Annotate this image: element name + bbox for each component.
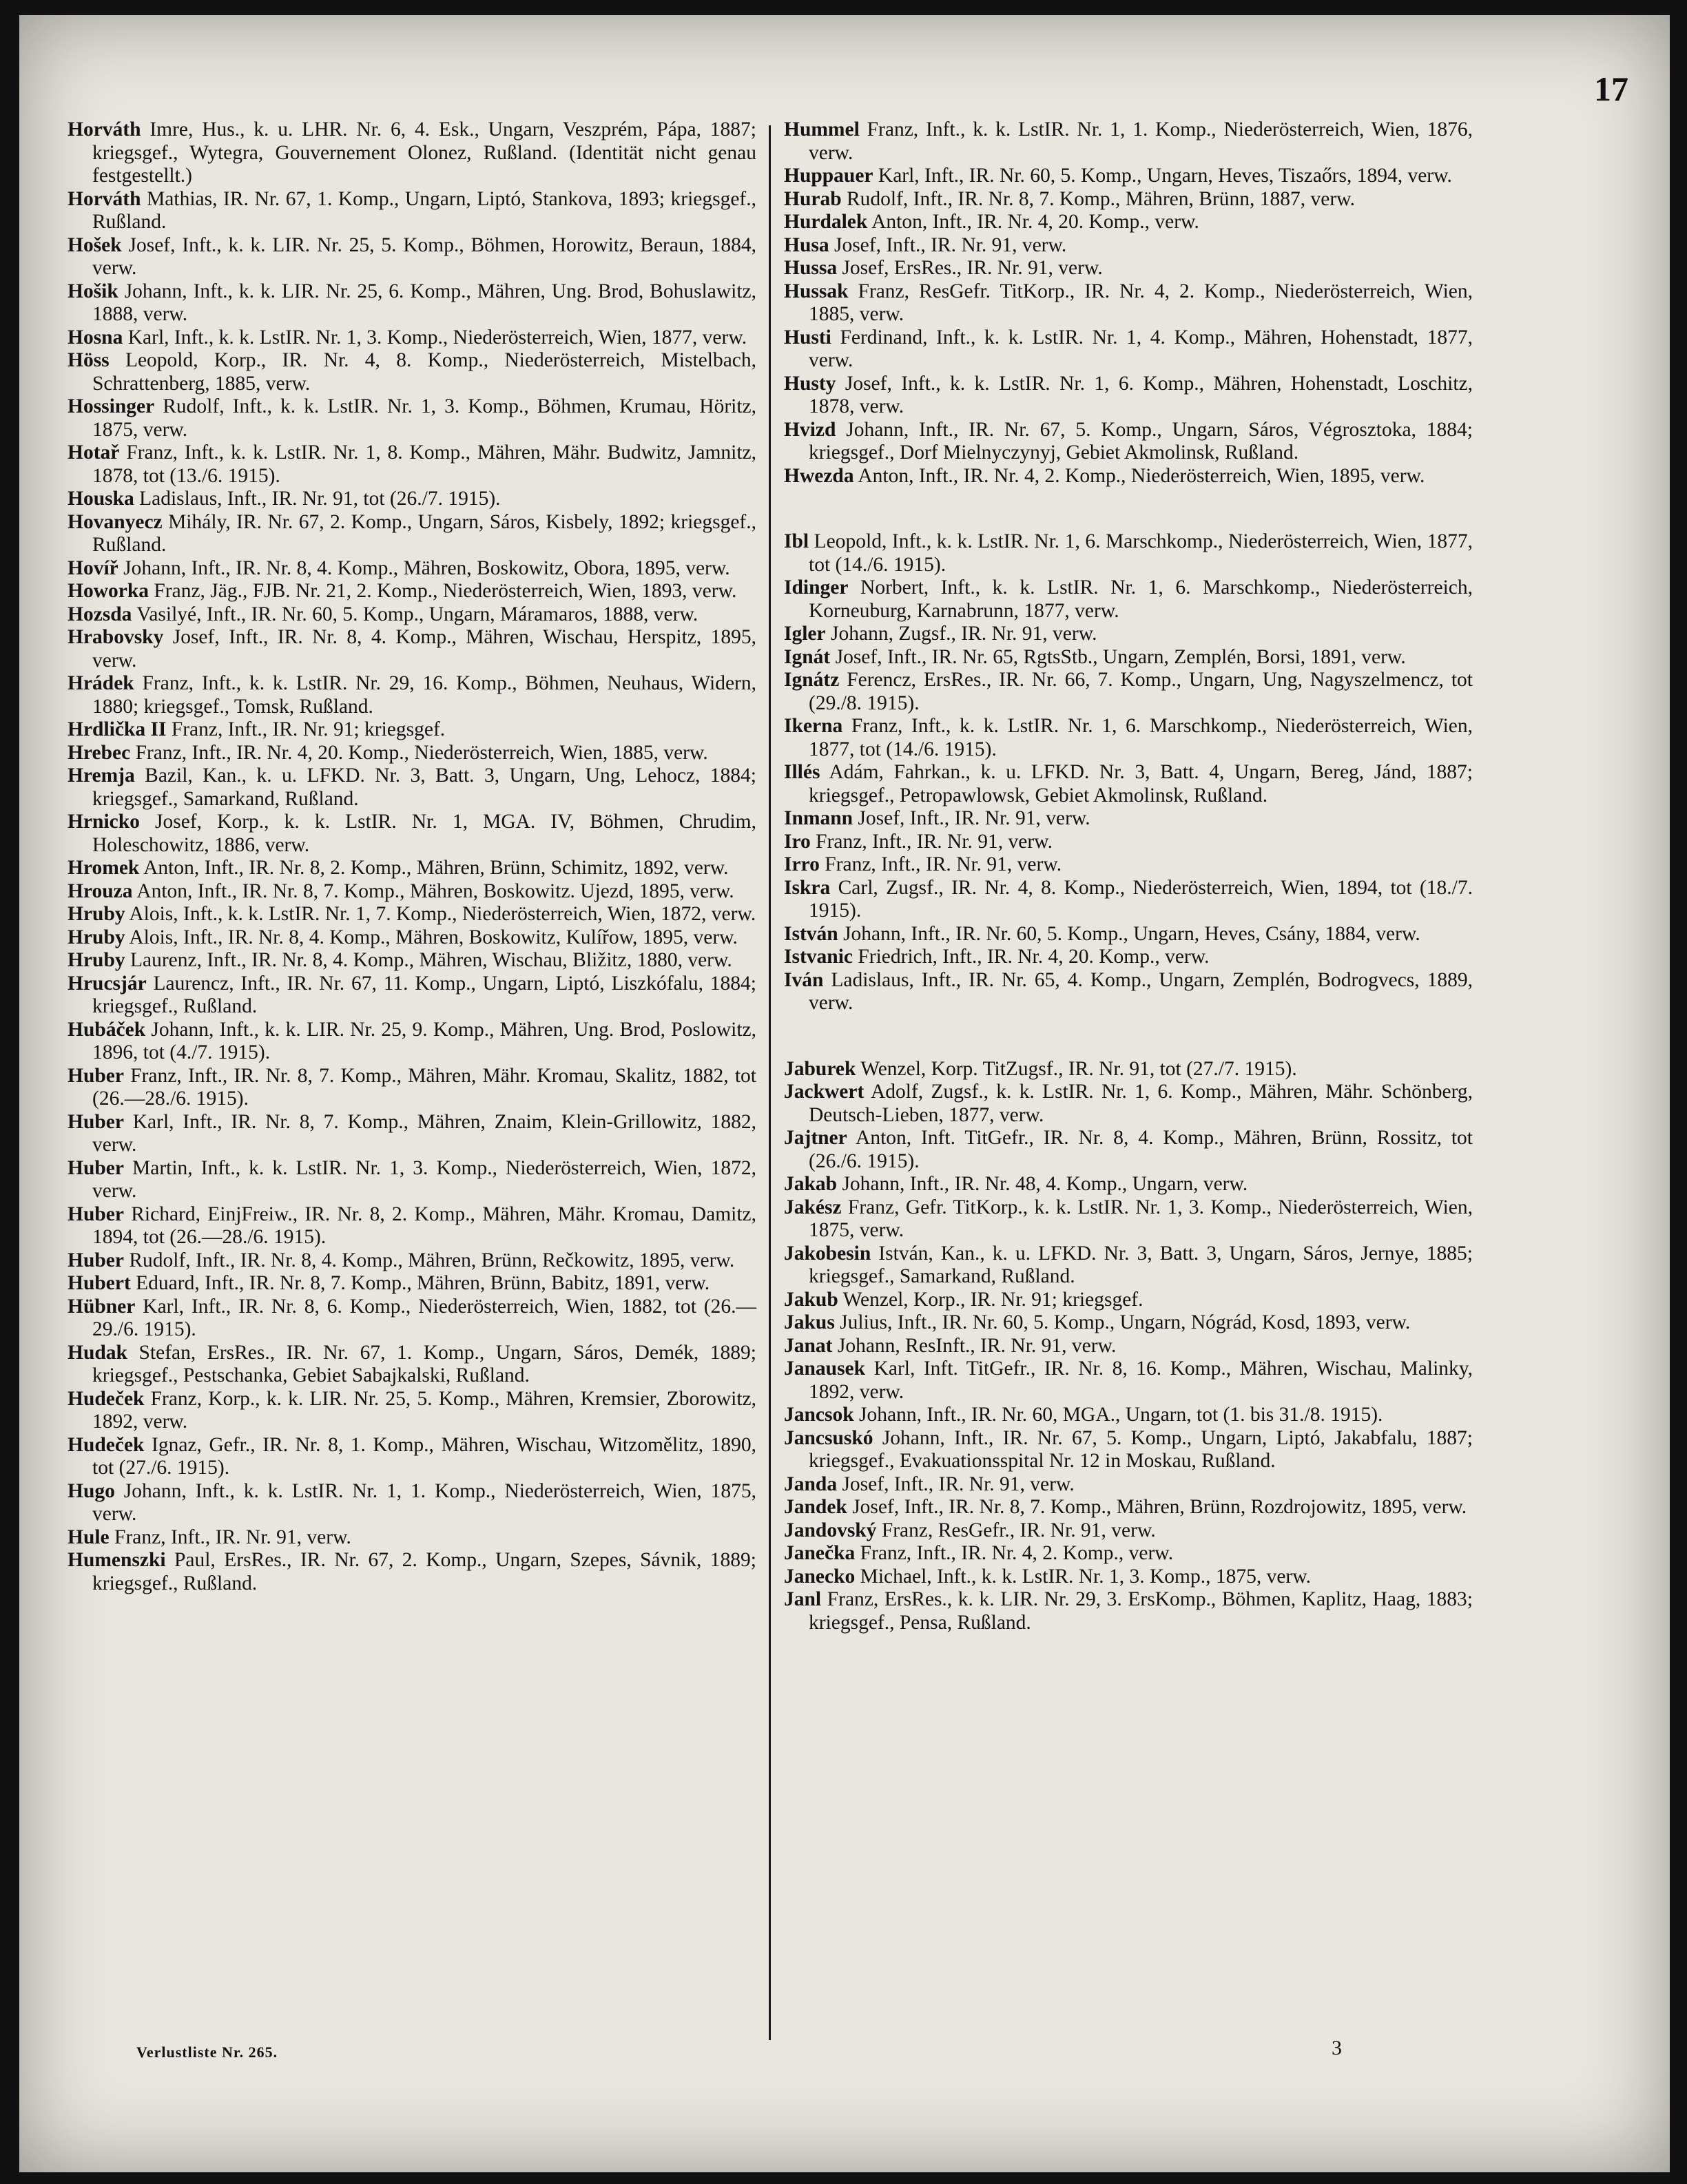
casualty-entry (784, 211, 1473, 234)
casualty-entry (784, 761, 1473, 807)
entry-details: Adolf, Zugsf., k. k. LstIR. Nr. 1, 6. Komp., Mähren, Mähr. Schönberg, Deutsch-Lieben, 1877, verw. (809, 1081, 1473, 1126)
entry-details: Eduard, Inft., IR. Nr. 8, 7. Komp., Mähren, Brünn, Babitz, 1891, verw. (136, 1272, 710, 1294)
casualty-entry (68, 580, 756, 603)
casualty-entry (68, 1019, 756, 1065)
entry-details: Franz, Inft., IR. Nr. 8, 7. Komp., Mähren, Mähr. Kromau, Skalitz, 1882, tot (26.—28./6. 1915). (92, 1064, 756, 1110)
entry-details: Franz, ResGefr., IR. Nr. 91, verw. (881, 1519, 1156, 1541)
casualty-entry (784, 969, 1473, 1015)
casualty-entry (68, 742, 756, 765)
entry-surname: Janecko (784, 1565, 856, 1588)
entry-details: Franz, Inft., k. k. LstIR. Nr. 1, 6. Marschkomp., Niederösterreich, Wien, 1877, tot (14./6. 1915). (809, 715, 1473, 760)
casualty-entry (68, 857, 756, 880)
entry-details: Johann, ResInft., IR. Nr. 91, verw. (837, 1334, 1117, 1357)
entry-details: Mathias, IR. Nr. 67, 1. Komp., Ungarn, Liptó, Stankova, 1893; kriegsgef., Rußland. (92, 187, 757, 233)
entry-details: Johann, Inft., IR. Nr. 8, 4. Komp., Mähren, Boskowitz, Obora, 1895, verw. (123, 557, 730, 579)
entry-surname: Jakész (784, 1196, 842, 1218)
entry-details: Josef, Inft., IR. Nr. 8, 4. Komp., Mähren, Wischau, Herspitz, 1895, verw. (92, 626, 756, 672)
entry-surname: Hrádek (68, 672, 134, 694)
entry-surname: Jancsok (784, 1404, 854, 1426)
casualty-entry (784, 831, 1473, 854)
casualty-entry (68, 395, 756, 441)
casualty-entry (68, 441, 756, 488)
casualty-entry (784, 280, 1473, 326)
entry-details: Franz, Gefr. TitKorp., k. k. LstIR. Nr. 1, 3. Komp., Niederösterreich, Wien, 1875, verw. (809, 1196, 1473, 1241)
entry-details: Johann, Inft., k. k. LIR. Nr. 25, 6. Komp., Mähren, Ung. Brod, Bohuslawitz, 1888, verw. (92, 280, 757, 325)
casualty-entry (68, 765, 756, 811)
document-page (19, 15, 1670, 2172)
entry-surname: Huppauer (784, 165, 873, 187)
casualty-entry (68, 880, 756, 904)
entry-details: Anton, Inft., IR. Nr. 8, 2. Komp., Mähren, Brünn, Schimitz, 1892, verw. (143, 857, 729, 879)
casualty-entry (68, 349, 756, 395)
entry-surname: Hurab (784, 187, 842, 210)
entry-details: Bazil, Kan., k. u. LFKD. Nr. 3, Batt. 3, Ungarn, Ung, Lehocz, 1884; kriegsgef., Samarkand, Rußland. (92, 765, 757, 810)
entry-surname: Hrucsjár (68, 972, 147, 995)
entry-details: Vasilyé, Inft., IR. Nr. 60, 5. Komp., Ungarn, Máramaros, 1888, verw. (136, 603, 698, 625)
entry-surname: Janat (784, 1334, 833, 1357)
casualty-entry (68, 1203, 756, 1249)
entry-details: Franz, Korp., k. k. LIR. Nr. 25, 5. Komp., Mähren, Kremsier, Zborowitz, 1892, verw. (92, 1387, 756, 1433)
casualty-entry (68, 1065, 756, 1111)
entry-details: Anton, Inft., IR. Nr. 8, 7. Komp., Mähren, Boskowitz. Ujezd, 1895, verw. (136, 880, 734, 902)
casualty-entry (784, 576, 1473, 623)
entry-details: Leopold, Korp., IR. Nr. 4, 8. Komp., Niederösterreich, Mistelbach, Schrattenberg, 1885, verw. (92, 349, 757, 395)
entry-surname: Husti (784, 326, 831, 349)
entry-surname: Jakobesin (784, 1242, 871, 1265)
entry-details: Anton, Inft., IR. Nr. 4, 2. Komp., Niederösterreich, Wien, 1895, verw. (858, 464, 1425, 487)
entry-surname: Irro (784, 853, 820, 875)
casualty-entry (784, 807, 1473, 831)
printer-signature: 3 (1332, 2037, 1342, 2059)
entry-surname: Hromek (68, 857, 140, 879)
entry-details: Johann, Inft., k. k. LIR. Nr. 25, 9. Komp., Mähren, Ung. Brod, Poslowitz, 1896, tot (4./7. 1915). (92, 1018, 756, 1063)
entry-details: Julius, Inft., IR. Nr. 60, 5. Komp., Ungarn, Nógrád, Kosd, 1893, verw. (840, 1311, 1411, 1333)
column-divider (769, 125, 771, 2040)
casualty-entry (784, 1173, 1473, 1196)
entry-surname: Jakub (784, 1288, 838, 1311)
casualty-entry (68, 973, 756, 1019)
casualty-entry (68, 326, 756, 350)
casualty-entry (68, 188, 756, 234)
entry-surname: Hule (68, 1526, 110, 1548)
entry-details: Friedrich, Inft., IR. Nr. 4, 20. Komp., verw. (858, 946, 1210, 968)
entry-surname: Hruby (68, 903, 125, 925)
entry-details: Ferencz, ErsRes., IR. Nr. 66, 7. Komp., Ungarn, Ung, Nagyszelmencz, tot (29./8. 1915). (809, 669, 1473, 714)
entry-surname: Hošek (68, 233, 122, 256)
entry-surname: Hovanyecz (68, 510, 163, 533)
casualty-entry (68, 1388, 756, 1434)
entry-details: Mihály, IR. Nr. 67, 2. Komp., Ungarn, Sáros, Kisbely, 1892; kriegsgef., Rußland. (92, 510, 757, 556)
casualty-entry (784, 946, 1473, 969)
entry-surname: Iskra (784, 876, 831, 899)
entry-surname: Hozsda (68, 603, 132, 625)
entry-details: Imre, Hus., k. u. LHR. Nr. 6, 4. Esk., Ungarn, Veszprém, Pápa, 1887; kriegsgef., Wytegra, Gouvernement Olonez, Rußland. (Identität nicht genau festgestellt.) (92, 118, 757, 187)
entry-details: Karl, Inft., IR. Nr. 8, 7. Komp., Mähren, Znaim, Klein-Grillowitz, 1882, verw. (92, 1110, 756, 1156)
entry-surname: Hvizd (784, 418, 836, 441)
entry-surname: Ikerna (784, 715, 843, 737)
entry-surname: Hošik (68, 280, 118, 302)
casualty-entry (784, 1358, 1473, 1404)
entry-surname: Horváth (68, 187, 141, 210)
entry-details: Anton, Inft., IR. Nr. 4, 20. Komp., verw. (871, 211, 1199, 233)
entry-details: Johann, Zugsf., IR. Nr. 91, verw. (831, 623, 1097, 645)
casualty-entry (68, 1480, 756, 1526)
casualty-entry (68, 903, 756, 926)
entry-details: Carl, Zugsf., IR. Nr. 4, 8. Komp., Niederösterreich, Wien, 1894, tot (18./7. 1915). (809, 876, 1473, 922)
casualty-entry (784, 234, 1473, 258)
entry-details: Ignaz, Gefr., IR. Nr. 8, 1. Komp., Mähren, Wischau, Witzomělitz, 1890, tot (27./6. 1915). (92, 1433, 756, 1479)
casualty-entry (784, 1289, 1473, 1312)
entry-surname: István (784, 922, 838, 945)
casualty-entry (68, 672, 756, 718)
entry-details: Rudolf, Inft., k. k. LstIR. Nr. 1, 3. Komp., Böhmen, Krumau, Höritz, 1875, verw. (92, 395, 756, 441)
entry-surname: Hotař (68, 441, 120, 464)
entry-surname: Husty (784, 372, 836, 395)
entry-surname: Ignát (784, 645, 831, 668)
entry-surname: Huber (68, 1156, 124, 1179)
entry-surname: Jandovský (784, 1519, 877, 1541)
entry-details: Franz, Inft., IR. Nr. 91, verw. (114, 1526, 351, 1548)
entry-details: Franz, Inft., k. k. LstIR. Nr. 1, 8. Komp., Mähren, Mähr. Budwitz, Jamnitz, 1878, tot (13./6. 1915). (92, 441, 756, 487)
entry-surname: Jakab (784, 1173, 838, 1195)
entry-details: Alois, Inft., IR. Nr. 8, 4. Komp., Mähren, Boskowitz, Kulířow, 1895, verw. (129, 926, 738, 948)
casualty-entry (68, 626, 756, 672)
entry-surname: Hurdalek (784, 211, 868, 233)
entry-details: Josef, Inft., k. k. LstIR. Nr. 1, 6. Komp., Mähren, Hohenstadt, Loschitz, 1878, verw. (809, 372, 1473, 417)
entry-surname: Hrnicko (68, 811, 140, 833)
entry-details: Franz, ErsRes., k. k. LIR. Nr. 29, 3. ErsKomp., Böhmen, Kaplitz, Haag, 1883; kriegsgef., Pensa, Rußland. (809, 1588, 1473, 1634)
casualty-entry (68, 1157, 756, 1203)
entry-surname: Hruby (68, 926, 125, 948)
casualty-entry (68, 234, 756, 280)
entry-details: Anton, Inft. TitGefr., IR. Nr. 8, 4. Komp., Mähren, Brünn, Rossitz, tot (26./6. 1915). (809, 1127, 1473, 1172)
entry-surname: Jakus (784, 1311, 835, 1333)
casualty-entry (784, 1542, 1473, 1566)
entry-details: Martin, Inft., k. k. LstIR. Nr. 1, 3. Komp., Niederösterreich, Wien, 1872, verw. (92, 1156, 756, 1202)
entry-details: Rudolf, Inft., IR. Nr. 8, 4. Komp., Mähren, Brünn, Rečkowitz, 1895, verw. (129, 1249, 735, 1271)
entry-details: Laurenz, Inft., IR. Nr. 8, 4. Komp., Mähren, Wischau, Bližitz, 1880, verw. (130, 949, 732, 971)
entry-details: Norbert, Inft., k. k. LstIR. Nr. 1, 6. Marschkomp., Niederösterreich, Korneuburg, Karnabrunn, 1877, verw. (809, 576, 1473, 622)
entry-surname: Hrouza (68, 880, 133, 902)
entry-surname: Idinger (784, 576, 849, 599)
casualty-entry (784, 1242, 1473, 1289)
section-gap (784, 1015, 1473, 1058)
entry-surname: Hrdlička II (68, 718, 167, 740)
entry-details: Franz, Inft., IR. Nr. 91; kriegsgef. (171, 718, 446, 740)
casualty-entry (68, 1296, 756, 1342)
entry-details: Laurencz, Inft., IR. Nr. 67, 11. Komp., Ungarn, Liptó, Liszkófalu, 1884; kriegsgef., Rußland. (92, 972, 756, 1017)
entry-surname: Horváth (68, 118, 141, 141)
entry-details: Michael, Inft., k. k. LstIR. Nr. 1, 3. Komp., 1875, verw. (860, 1565, 1311, 1588)
entry-details: Johann, Inft., IR. Nr. 67, 5. Komp., Ungarn, Liptó, Jakabfalu, 1887; kriegsgef., Evakuationsspital Nr. 12 in Moskau, Rußland. (809, 1426, 1473, 1472)
entry-details: Franz, Jäg., FJB. Nr. 21, 2. Komp., Niederösterreich, Wien, 1893, verw. (154, 580, 737, 602)
casualty-entry (784, 877, 1473, 923)
entry-details: Franz, Inft., IR. Nr. 4, 20. Komp., Niederösterreich, Wien, 1885, verw. (135, 741, 708, 764)
entry-details: Josef, Inft., IR. Nr. 65, RgtsStb., Ungarn, Zemplén, Borsi, 1891, verw. (835, 645, 1406, 668)
casualty-entry (68, 280, 756, 326)
entry-details: István, Kan., k. u. LFKD. Nr. 3, Batt. 3, Ungarn, Sáros, Jernye, 1885; kriegsgef., Samarkand, Rußland. (809, 1242, 1473, 1287)
entry-surname: Iván (784, 968, 824, 991)
casualty-entry (784, 1058, 1473, 1081)
casualty-entry (784, 1519, 1473, 1543)
casualty-entry (784, 465, 1473, 488)
entry-details: Franz, Inft., k. k. LstIR. Nr. 1, 1. Komp., Niederösterreich, Wien, 1876, verw. (809, 118, 1473, 164)
entry-surname: Jackwert (784, 1081, 865, 1103)
entry-surname: Ibl (784, 530, 809, 552)
casualty-entry (784, 118, 1473, 165)
entry-details: Josef, Inft., IR. Nr. 91, verw. (842, 1473, 1075, 1495)
entry-details: Ladislaus, Inft., IR. Nr. 91, tot (26./7. 1915). (139, 488, 501, 510)
casualty-entry (68, 1249, 756, 1273)
entry-details: Karl, Inft., IR. Nr. 8, 6. Komp., Niederösterreich, Wien, 1882, tot (26.—29./6. 1915). (92, 1295, 756, 1340)
entry-surname: Husa (784, 233, 829, 256)
entry-surname: Janl (784, 1588, 822, 1610)
casualty-entry (68, 118, 756, 188)
entry-surname: Hudak (68, 1341, 127, 1364)
entry-surname: Janečka (784, 1542, 856, 1564)
casualty-entry (784, 1427, 1473, 1473)
casualty-entry (784, 257, 1473, 280)
entry-surname: Hummel (784, 118, 860, 141)
left-column (68, 118, 756, 1595)
entry-details: Paul, ErsRes., IR. Nr. 67, 2. Komp., Ungarn, Szepes, Sávnik, 1889; kriegsgef., Rußland. (92, 1549, 757, 1594)
entry-details: Wenzel, Korp. TitZugsf., IR. Nr. 91, tot (27./7. 1915). (860, 1057, 1297, 1080)
casualty-entry (784, 373, 1473, 419)
entry-details: Rudolf, Inft., IR. Nr. 8, 7. Komp., Mähren, Brünn, 1887, verw. (846, 187, 1355, 210)
entry-details: Johann, Inft., IR. Nr. 60, MGA., Ungarn, tot (1. bis 31./8. 1915). (859, 1404, 1383, 1426)
entry-details: Stefan, ErsRes., IR. Nr. 67, 1. Komp., Ungarn, Sáros, Demék, 1889; kriegsgef., Pestschanka, Gebiet Sabajkalski, Rußland. (92, 1341, 756, 1386)
casualty-entry (784, 1496, 1473, 1519)
casualty-entry (68, 1342, 756, 1388)
entry-surname: Hremja (68, 765, 135, 787)
entry-surname: Hudeček (68, 1387, 145, 1410)
entry-surname: Inmann (784, 807, 853, 829)
entry-details: Josef, ErsRes., IR. Nr. 91, verw. (842, 257, 1103, 279)
entry-details: Adám, Fahrkan., k. u. LFKD. Nr. 3, Batt. 4, Ungarn, Bereg, Jánd, 1887; kriegsgef., Petropawlowsk, Gebiet Akmolinsk, Rußland. (809, 761, 1473, 807)
casualty-entry (784, 1588, 1473, 1634)
casualty-entry (784, 530, 1473, 576)
entry-surname: Hossinger (68, 395, 155, 417)
entry-surname: Huber (68, 1249, 124, 1271)
entry-details: Karl, Inft. TitGefr., IR. Nr. 8, 16. Komp., Mähren, Wischau, Malinky, 1892, verw. (809, 1358, 1473, 1403)
footer-list-number: Verlustliste Nr. 265. (136, 2043, 278, 2061)
entry-details: Alois, Inft., k. k. LstIR. Nr. 1, 7. Komp., Niederösterreich, Wien, 1872, verw. (129, 903, 756, 925)
entry-surname: Hubáček (68, 1018, 146, 1041)
entry-surname: Humenszki (68, 1549, 166, 1571)
casualty-entry (68, 1272, 756, 1296)
entry-surname: Iro (784, 830, 811, 853)
casualty-entry (784, 1196, 1473, 1242)
entry-surname: Howorka (68, 580, 149, 602)
entry-details: Josef, Inft., k. k. LIR. Nr. 25, 5. Komp., Böhmen, Horowitz, Beraun, 1884, verw. (92, 233, 757, 279)
entry-details: Franz, Inft., IR. Nr. 91, verw. (816, 830, 1053, 853)
casualty-entry (68, 1434, 756, 1480)
casualty-entry (784, 923, 1473, 946)
entry-details: Franz, Inft., IR. Nr. 91, verw. (825, 853, 1062, 875)
entry-details: Franz, ResGefr. TitKorp., IR. Nr. 4, 2. Komp., Niederösterreich, Wien, 1885, verw. (809, 280, 1473, 325)
entry-surname: Janda (784, 1473, 838, 1495)
entry-details: Josef, Inft., IR. Nr. 91, verw. (834, 233, 1067, 256)
entry-surname: Huber (68, 1110, 124, 1133)
entry-surname: Jancsuskó (784, 1426, 873, 1449)
entry-surname: Hudeček (68, 1433, 145, 1456)
casualty-entry (784, 1127, 1473, 1173)
entry-details: Wenzel, Korp., IR. Nr. 91; kriegsgef. (842, 1288, 1143, 1311)
entry-surname: Hwezda (784, 464, 854, 487)
casualty-entry (784, 1335, 1473, 1358)
section-gap (784, 488, 1473, 530)
entry-surname: Huber (68, 1064, 124, 1087)
entry-details: Johann, Inft., IR. Nr. 48, 4. Komp., Ungarn, verw. (842, 1173, 1248, 1195)
casualty-entry (784, 188, 1473, 211)
entry-surname: Igler (784, 623, 826, 645)
entry-details: Johann, Inft., k. k. LstIR. Nr. 1, 1. Komp., Niederösterreich, Wien, 1875, verw. (92, 1479, 757, 1525)
entry-surname: Hrabovsky (68, 626, 164, 648)
casualty-entry (784, 623, 1473, 646)
entry-surname: Ignátz (784, 669, 840, 691)
entry-details: Josef, Inft., IR. Nr. 91, verw. (858, 807, 1090, 829)
entry-surname: Jandek (784, 1496, 847, 1518)
entry-details: Josef, Korp., k. k. LstIR. Nr. 1, MGA. IV, Böhmen, Chrudim, Holeschowitz, 1886, verw. (92, 811, 756, 856)
casualty-entry (68, 511, 756, 557)
casualty-entry (784, 715, 1473, 761)
casualty-entry (784, 1404, 1473, 1427)
page-number: 17 (1594, 70, 1628, 108)
entry-surname: Hübner (68, 1295, 136, 1318)
casualty-entry (68, 1111, 756, 1157)
entry-details: Leopold, Inft., k. k. LstIR. Nr. 1, 6. Marschkomp., Niederösterreich, Wien, 1877, tot (14./6. 1915). (809, 530, 1473, 576)
entry-surname: Huber (68, 1203, 124, 1225)
entry-details: Franz, Inft., IR. Nr. 4, 2. Komp., verw. (860, 1542, 1174, 1564)
entry-surname: Hovíř (68, 557, 118, 579)
casualty-entry (784, 646, 1473, 669)
casualty-entry (68, 926, 756, 950)
entry-surname: Hosna (68, 326, 123, 349)
entry-surname: Istvanic (784, 946, 853, 968)
entry-surname: Jaburek (784, 1057, 856, 1080)
entry-details: Karl, Inft., IR. Nr. 60, 5. Komp., Ungarn, Heves, Tiszaőrs, 1894, verw. (878, 165, 1452, 187)
entry-details: Franz, Inft., k. k. LstIR. Nr. 29, 16. Komp., Böhmen, Neuhaus, Widern, 1880; kriegsgef., Tomsk, Rußland. (92, 672, 757, 718)
entry-details: Johann, Inft., IR. Nr. 67, 5. Komp., Ungarn, Sáros, Végrosztoka, 1884; kriegsgef., Dorf Mielnyczynyj, Gebiet Akmolinsk, Rußland. (809, 418, 1473, 464)
casualty-entry (68, 718, 756, 742)
casualty-entry (784, 669, 1473, 715)
entry-details: Johann, Inft., IR. Nr. 60, 5. Komp., Ungarn, Heves, Csány, 1884, verw. (843, 922, 1420, 945)
casualty-entry (68, 488, 756, 511)
casualty-entry (68, 949, 756, 973)
entry-details: Ladislaus, Inft., IR. Nr. 65, 4. Komp., Ungarn, Zemplén, Bodrogvecs, 1889, verw. (809, 968, 1473, 1014)
casualty-entry (784, 419, 1473, 465)
entry-surname: Hugo (68, 1479, 115, 1502)
entry-surname: Jajtner (784, 1127, 847, 1149)
entry-details: Karl, Inft., k. k. LstIR. Nr. 1, 3. Komp., Niederösterreich, Wien, 1877, verw. (127, 326, 747, 349)
casualty-entry (784, 1311, 1473, 1335)
entry-details: Ferdinand, Inft., k. k. LstIR. Nr. 1, 4. Komp., Mähren, Hohenstadt, 1877, verw. (809, 326, 1473, 371)
entry-surname: Höss (68, 349, 110, 371)
entry-surname: Hubert (68, 1272, 131, 1294)
entry-surname: Hussak (784, 280, 849, 302)
entry-details: Josef, Inft., IR. Nr. 8, 7. Komp., Mähren, Brünn, Rozdrojowitz, 1895, verw. (852, 1496, 1467, 1518)
casualty-entry (784, 853, 1473, 877)
entry-surname: Hussa (784, 257, 838, 279)
casualty-entry (784, 1081, 1473, 1127)
casualty-entry (784, 1566, 1473, 1589)
entry-surname: Hrebec (68, 741, 131, 764)
casualty-entry (68, 811, 756, 857)
right-column (784, 118, 1473, 1634)
entry-details: Richard, EinjFreiw., IR. Nr. 8, 2. Komp., Mähren, Mähr. Kromau, Damitz, 1894, tot (26.—28./6. 1915). (92, 1203, 757, 1248)
casualty-entry (784, 165, 1473, 188)
casualty-entry (68, 557, 756, 581)
casualty-entry (68, 603, 756, 627)
casualty-entry (784, 1473, 1473, 1497)
casualty-entry (68, 1526, 756, 1550)
entry-surname: Houska (68, 488, 134, 510)
casualty-entry (784, 326, 1473, 373)
entry-surname: Janausek (784, 1358, 866, 1380)
casualty-entry (68, 1549, 756, 1595)
entry-surname: Illés (784, 761, 820, 783)
entry-surname: Hruby (68, 949, 125, 971)
